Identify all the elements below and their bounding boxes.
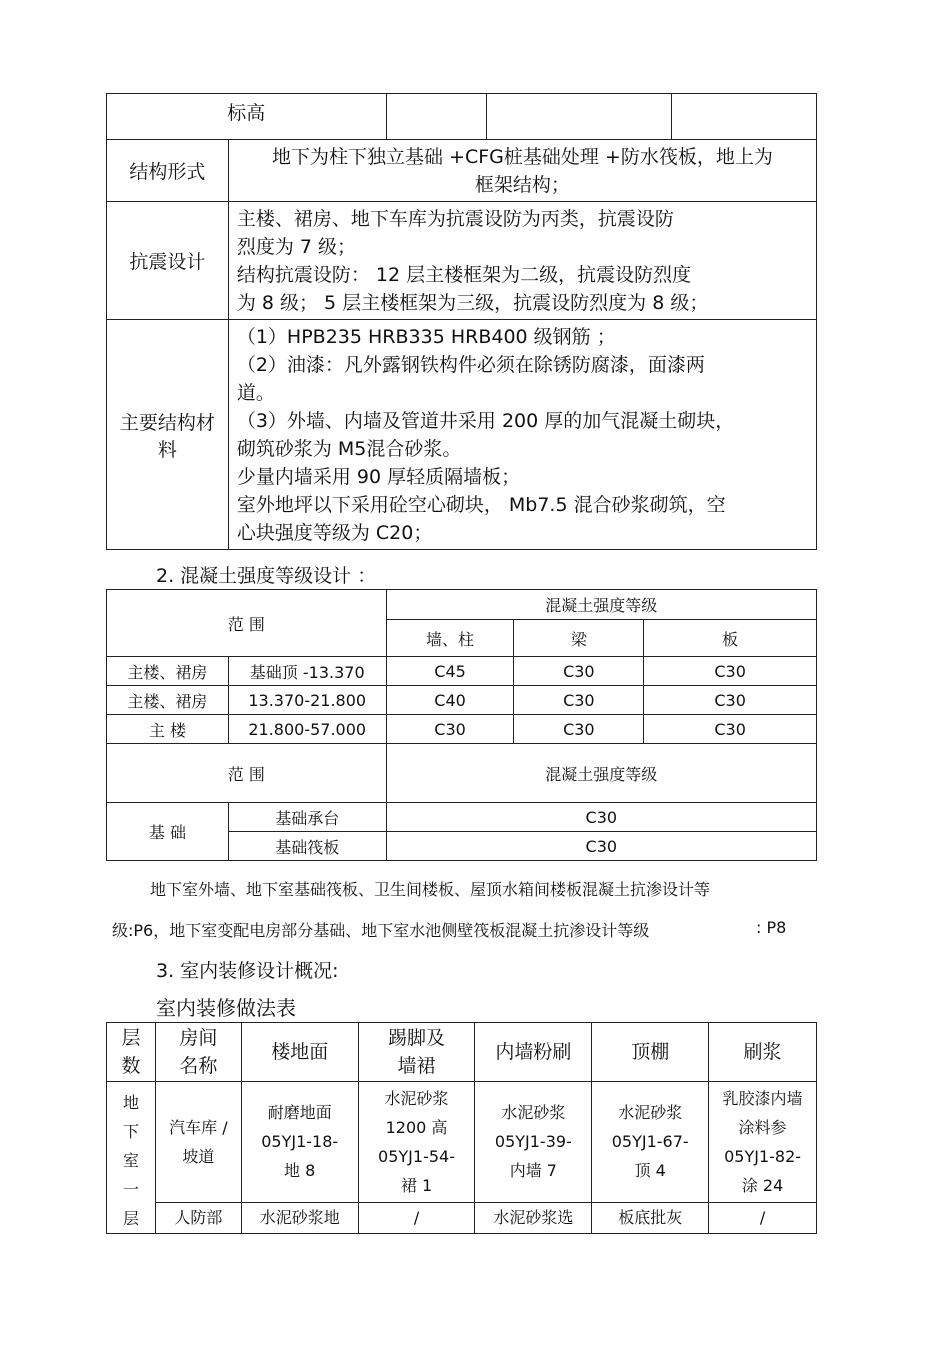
col-header-slab: 板 — [644, 620, 817, 657]
header-room-name: 房间名称 — [155, 1023, 241, 1082]
header-floor: 层数 — [107, 1023, 156, 1082]
header-ceiling: 顶棚 — [592, 1023, 709, 1082]
table-cell: 主楼、裙房 — [107, 686, 229, 715]
seepage-grade-p8: : P8 — [756, 918, 787, 937]
table-row — [107, 744, 817, 803]
table-row — [107, 715, 817, 744]
table-cell: 基础筏板 — [228, 832, 386, 861]
range-header: 范 围 — [107, 590, 387, 657]
table-cell: C30 — [514, 715, 644, 744]
section-3-title: 3. 室内装修设计概况: — [156, 960, 339, 982]
table-row — [107, 94, 817, 140]
table-cell: 基础承台 — [228, 803, 386, 832]
header-paint: 刷浆 — [709, 1023, 817, 1082]
table-row — [107, 202, 817, 320]
range-header-2: 范 围 — [107, 744, 387, 803]
table-cell: C30 — [386, 803, 816, 832]
table-cell: 水泥砂浆选 — [475, 1202, 592, 1233]
materials-value: （1）HPB235 HRB335 HRB400 级钢筋 ； （2）油漆：凡外露钢铁构件必须在除锈防腐漆，面漆两 道。 （3）外墙、内墙及管道井采用 200 厚的加气混凝土砌块， 砌筑砂浆为 M5混合砂浆。 少量内墙采用 90 厚轻质隔墙板； 室外地坪以下采用砼空心砌块， Mb7.5 混合砂浆砌筑，空 心块强度等级为 C20； — [228, 320, 816, 550]
table-cell: C30 — [514, 686, 644, 715]
grade-header-2: 混凝土强度等级 — [386, 744, 816, 803]
table-cell: C30 — [514, 657, 644, 686]
seepage-paragraph-line-2: 级:P6，地下室变配电房部分基础、地下室水池侧壁筏板混凝土抗渗设计等级 — [112, 921, 650, 940]
section-2-title: 2. 混凝土强度等级设计 ： — [156, 565, 377, 587]
interior-finish-table — [106, 1022, 817, 1234]
table-cell: 汽车库 / 坡道 — [155, 1082, 241, 1203]
header-floor-finish: 楼地面 — [241, 1023, 358, 1082]
seismic-design-value: 主楼、裙房、地下车库为抗震设防为丙类，抗震设防 烈度为 7 级； 结构抗震设防： 12 层主楼框架为二级，抗震设防烈度 为 8 级； 5 层主楼框架为三级，抗震设防烈度为 8 级； — [228, 202, 816, 320]
table-cell: 21.800-57.000 — [228, 715, 386, 744]
table-cell: 乳胶漆内墙涂料参 05YJ1-82-涂 24 — [709, 1082, 817, 1203]
table-row — [107, 320, 817, 550]
table-cell: C30 — [644, 715, 817, 744]
floor-label-basement-1: 地下室一层 — [107, 1082, 156, 1234]
table-row — [107, 1023, 817, 1082]
concrete-grade-table — [106, 589, 817, 861]
table-row — [107, 686, 817, 715]
seepage-paragraph-line-1: 地下室外墙、地下室基础筏板、卫生间楼板、屋顶水箱间楼板混凝土抗渗设计等 — [150, 880, 711, 899]
table-cell: C45 — [386, 657, 514, 686]
table-row — [107, 140, 817, 202]
grade-header: 混凝土强度等级 — [386, 590, 816, 620]
table-cell: 人防部 — [155, 1202, 241, 1233]
table-cell: 水泥砂浆 05YJ1-67-顶 4 — [592, 1082, 709, 1203]
table-cell: 耐磨地面 05YJ1-18-地 8 — [241, 1082, 358, 1203]
seismic-design-label: 抗震设计 — [107, 202, 229, 320]
table-cell: C30 — [386, 715, 514, 744]
table-cell: 水泥砂浆地 — [241, 1202, 358, 1233]
table-cell: 板底批灰 — [592, 1202, 709, 1233]
materials-label: 主要结构材料 — [107, 320, 229, 550]
table-cell: 水泥砂浆 05YJ1-39-内墙 7 — [475, 1082, 592, 1203]
table-cell: C30 — [644, 657, 817, 686]
table-cell: 13.370-21.800 — [228, 686, 386, 715]
header-skirting: 踢脚及墙裙 — [358, 1023, 475, 1082]
table-cell: 主楼、裙房 — [107, 657, 229, 686]
table-row — [107, 590, 817, 620]
col-header-beam: 梁 — [514, 620, 644, 657]
elevation-label: 标高 — [107, 94, 387, 140]
table-row — [107, 1082, 817, 1203]
table-cell: 主 楼 — [107, 715, 229, 744]
table-cell: C30 — [644, 686, 817, 715]
table-cell: C40 — [386, 686, 514, 715]
foundation-label: 基 础 — [107, 803, 229, 861]
table-row — [107, 1202, 817, 1233]
table-cell: 基础顶 -13.370 — [228, 657, 386, 686]
structure-form-label: 结构形式 — [107, 140, 229, 202]
col-header-wall-column: 墙、柱 — [386, 620, 514, 657]
header-wall-plaster: 内墙粉刷 — [475, 1023, 592, 1082]
table-row — [107, 657, 817, 686]
table-cell: 水泥砂浆 1200 高 05YJ1-54-裙 1 — [358, 1082, 475, 1203]
structure-form-value: 地下为柱下独立基础 +CFG桩基础处理 +防水筏板，地上为 框架结构； — [228, 140, 816, 202]
table-cell: / — [358, 1202, 475, 1233]
table-cell: / — [709, 1202, 817, 1233]
table-row — [107, 803, 817, 832]
finish-table-title: 室内装修做法表 — [156, 996, 296, 1020]
table-cell: C30 — [386, 832, 816, 861]
structure-table — [106, 93, 817, 550]
